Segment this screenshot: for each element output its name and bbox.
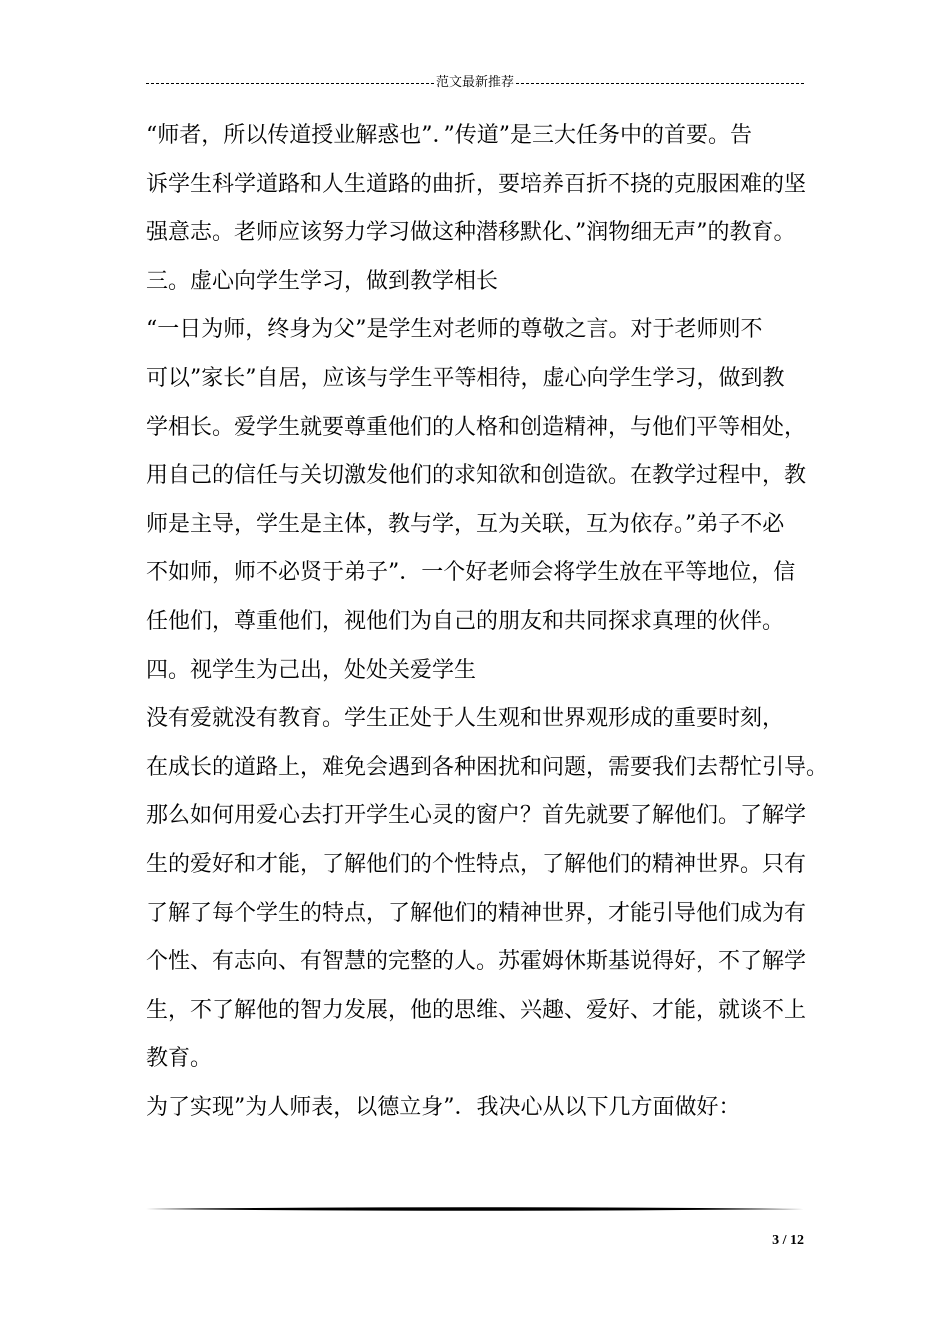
text-line: 没有爱就没有教育。学生正处于人生观和世界观形成的重要时刻， — [146, 706, 785, 732]
text-line: 诉学生科学道路和人生道路的曲折，要培养百折不挠的克服困难的坚 — [146, 171, 807, 197]
text-line: 为了实现”为人师表，以德立身”．我决心从以下几方面做好： — [146, 1094, 741, 1120]
header-dash-right — [516, 83, 804, 84]
header-label: 范文最新推荐 — [436, 75, 515, 90]
text-line: 学相长。爱学生就要尊重他们的人格和创造精神，与他们平等相处， — [146, 414, 807, 440]
text-line: 教育。 — [146, 1046, 213, 1072]
text-line: 三。虚心向学生学习，做到教学相长 — [146, 268, 499, 294]
page-number: 3 / 12 — [772, 1233, 804, 1248]
text-line: 四。视学生为己出，处处关爱学生 — [146, 657, 477, 683]
page-header — [146, 74, 804, 92]
document-body — [146, 112, 829, 1132]
text-line: 任他们，尊重他们，视他们为自己的朋友和共同探求真理的伙伴。 — [146, 608, 785, 634]
text-line: 个性、有志向、有智慧的完整的人。苏霍姆休斯基说得好，不了解学 — [146, 949, 807, 975]
text-line: 那么如何用爱心去打开学生心灵的窗户？首先就要了解他们。了解学 — [146, 803, 807, 829]
text-line: 强意志。老师应该努力学习做这种潜移默化、”润物细无声”的教育。 — [146, 220, 796, 246]
header-dash-left — [146, 83, 434, 84]
text-line: 生的爱好和才能，了解他们的个性特点，了解他们的精神世界。只有 — [146, 851, 807, 877]
text-line: 可以”家长”自居，应该与学生平等相待，虚心向学生学习，做到教 — [146, 365, 785, 391]
text-line: 用自己的信任与关切激发他们的求知欲和创造欲。在教学过程中，教 — [146, 463, 807, 489]
text-line: “一日为师，终身为父”是学生对老师的尊敬之言。对于老师则不 — [146, 317, 763, 343]
text-line: 在成长的道路上，难免会遇到各种困扰和问题，需要我们去帮忙引导。 — [146, 754, 829, 780]
text-line: 生，不了解他的智力发展，他的思维、兴趣、爱好、才能，就谈不上 — [146, 997, 807, 1023]
footer-rule — [146, 1206, 804, 1212]
text-line: 了解了每个学生的特点，了解他们的精神世界，才能引导他们成为有 — [146, 900, 807, 926]
text-line: 师是主导，学生是主体，教与学，互为关联，互为依存。”弟子不必 — [146, 511, 785, 537]
text-line: “师者，所以传道授业解惑也”．”传道”是三大任务中的首要。告 — [146, 123, 752, 148]
text-line: 不如师，师不必贤于弟子”．一个好老师会将学生放在平等地位，信 — [146, 560, 796, 586]
